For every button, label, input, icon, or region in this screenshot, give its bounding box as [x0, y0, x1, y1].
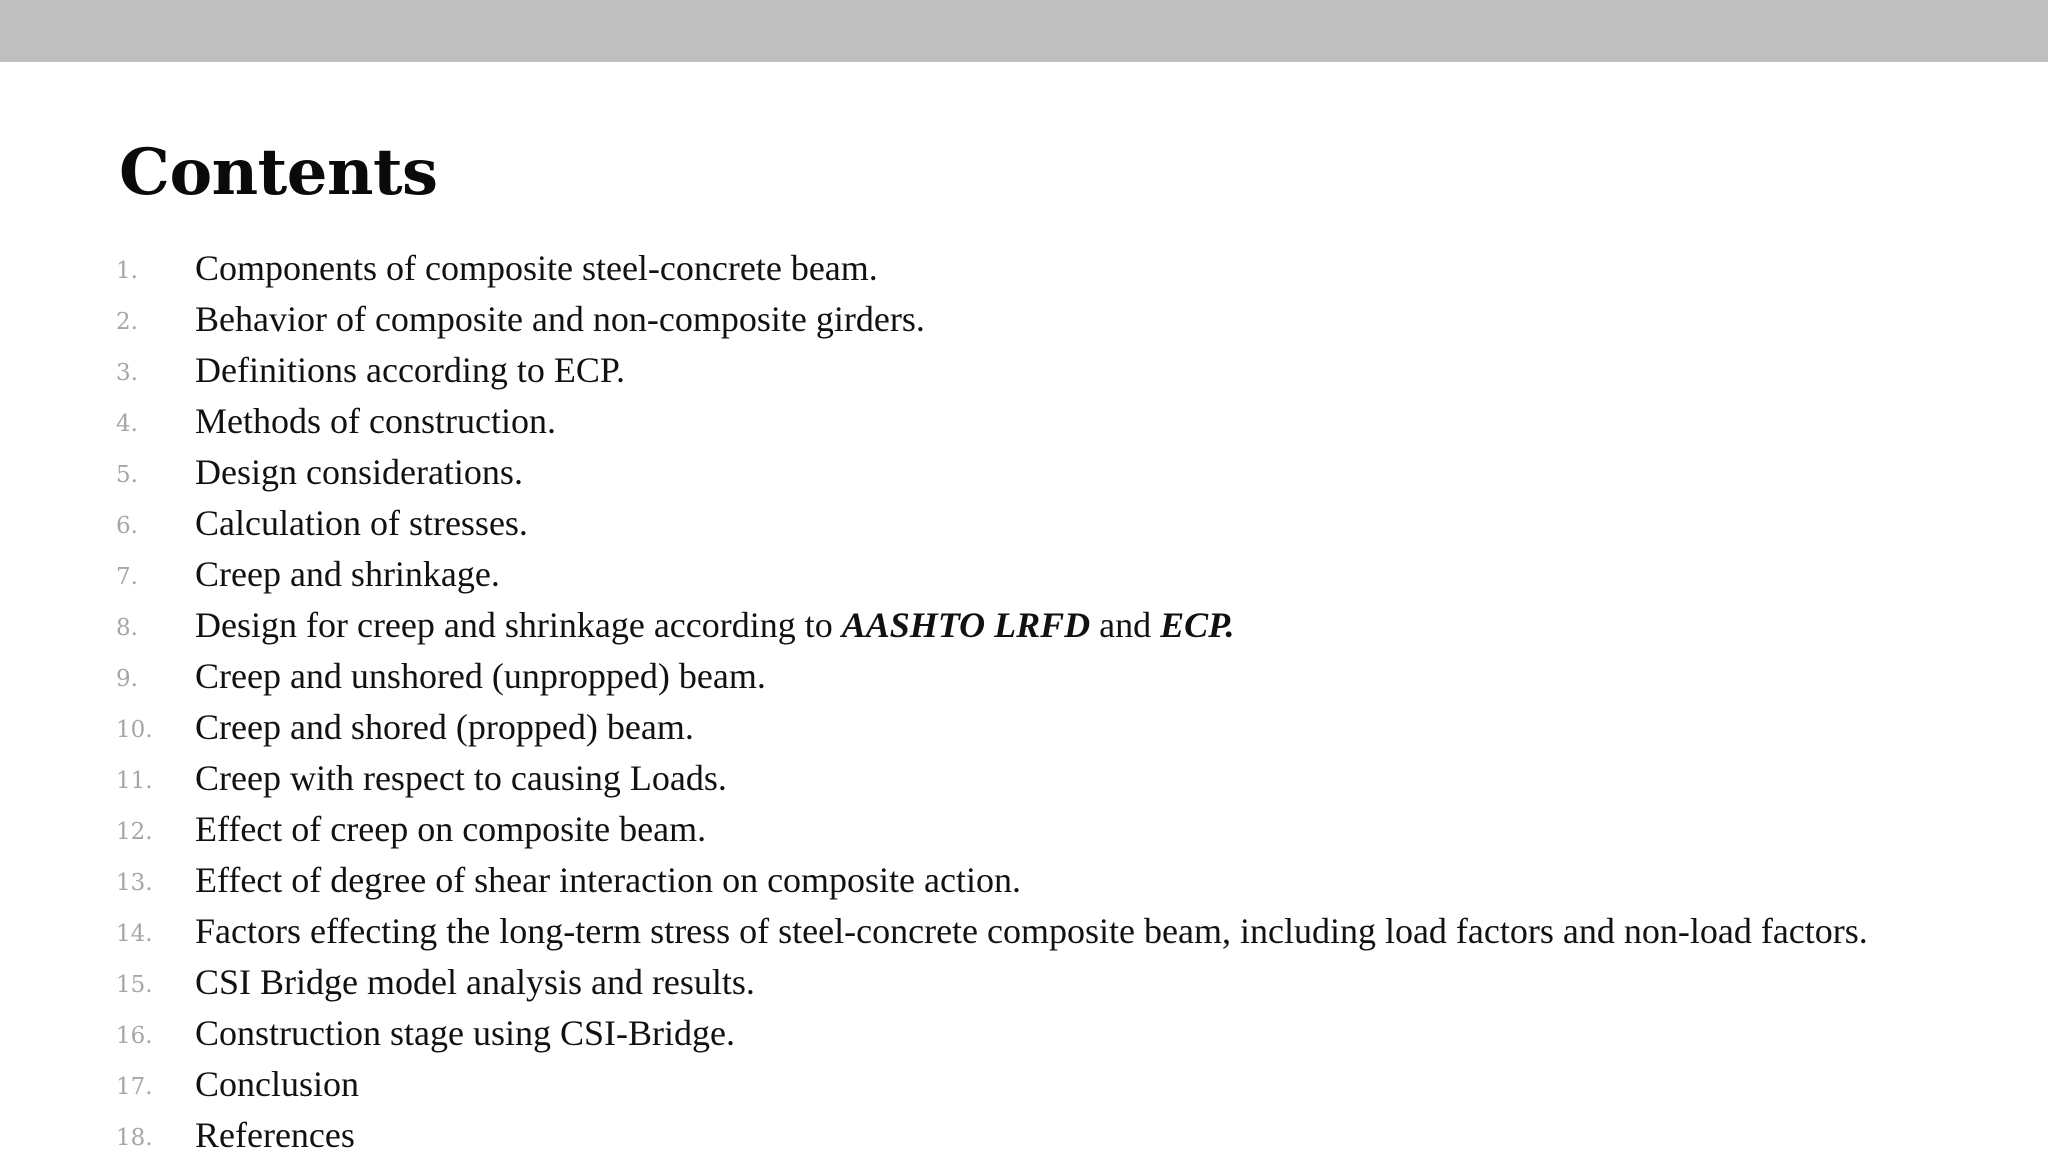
item-number: 1. [116, 258, 138, 284]
item-text: Conclusion [195, 1064, 360, 1104]
list-item [116, 346, 1996, 397]
list-item [116, 805, 1996, 856]
list-item [116, 907, 1996, 958]
list-item [116, 601, 1996, 652]
item-text: Methods of construction. [195, 401, 556, 441]
item-text: Creep and unshored (unpropped) beam. [195, 656, 766, 696]
list-item [116, 448, 1996, 499]
item-text: References [195, 1115, 355, 1152]
list-item [116, 958, 1996, 1009]
item-number: 16. [116, 1023, 153, 1049]
emphasis-ecp: ECP. [1160, 605, 1235, 645]
item-number: 8. [116, 615, 138, 641]
list-item [116, 652, 1996, 703]
item-number: 14. [116, 921, 153, 947]
emphasis-aashto-lrfd: AASHTO LRFD [841, 605, 1091, 645]
list-item [116, 244, 1996, 295]
list-item [116, 856, 1996, 907]
list-item [116, 499, 1996, 550]
item-text: Design considerations. [195, 452, 523, 492]
item-number: 5. [116, 462, 138, 488]
item-text: Behavior of composite and non-composite girders. [195, 299, 925, 339]
list-item [116, 1060, 1996, 1111]
item-number: 13. [116, 870, 153, 896]
item-text: Creep with respect to causing Loads. [195, 758, 727, 798]
list-item [116, 397, 1996, 448]
item-text: Components of composite steel-concrete beam. [195, 248, 878, 288]
item-text: Definitions according to ECP. [195, 350, 625, 390]
list-item [116, 703, 1996, 754]
item-number: 12. [116, 819, 153, 845]
item-number: 2. [116, 309, 138, 335]
item-text: Effect of creep on composite beam. [195, 809, 707, 849]
item-number: 7. [116, 564, 138, 590]
item-number: 4. [116, 411, 138, 437]
list-item [116, 295, 1996, 346]
item-number: 18. [116, 1125, 153, 1151]
item-text [195, 601, 1996, 649]
item-number: 3. [116, 360, 138, 386]
item-text: CSI Bridge model analysis and results. [195, 962, 755, 1002]
item-number: 17. [116, 1074, 153, 1100]
contents-list [116, 244, 1996, 1152]
item-text: Calculation of stresses. [195, 503, 528, 543]
top-bar [0, 0, 2048, 62]
list-item [116, 1111, 1996, 1152]
item-text: Effect of degree of shear interaction on composite action. [195, 860, 1021, 900]
list-item [116, 754, 1996, 805]
list-item [116, 550, 1996, 601]
item-text-part: and [1090, 605, 1161, 645]
list-item [116, 1009, 1996, 1060]
item-text: Creep and shrinkage. [195, 554, 500, 594]
item-text-part: Design for creep and shrinkage according to [195, 605, 842, 645]
item-number: 15. [116, 972, 153, 998]
item-text: Factors effecting the long-term stress of steel-concrete composite beam, including load factors and non-load factors. [195, 911, 1868, 951]
item-number: 11. [116, 768, 153, 794]
item-text: Construction stage using CSI-Bridge. [195, 1013, 735, 1053]
page-title: Contents [119, 135, 438, 210]
item-number: 6. [116, 513, 138, 539]
item-number: 9. [116, 666, 138, 692]
item-number: 10. [116, 717, 153, 743]
item-text: Creep and shored (propped) beam. [195, 707, 694, 747]
